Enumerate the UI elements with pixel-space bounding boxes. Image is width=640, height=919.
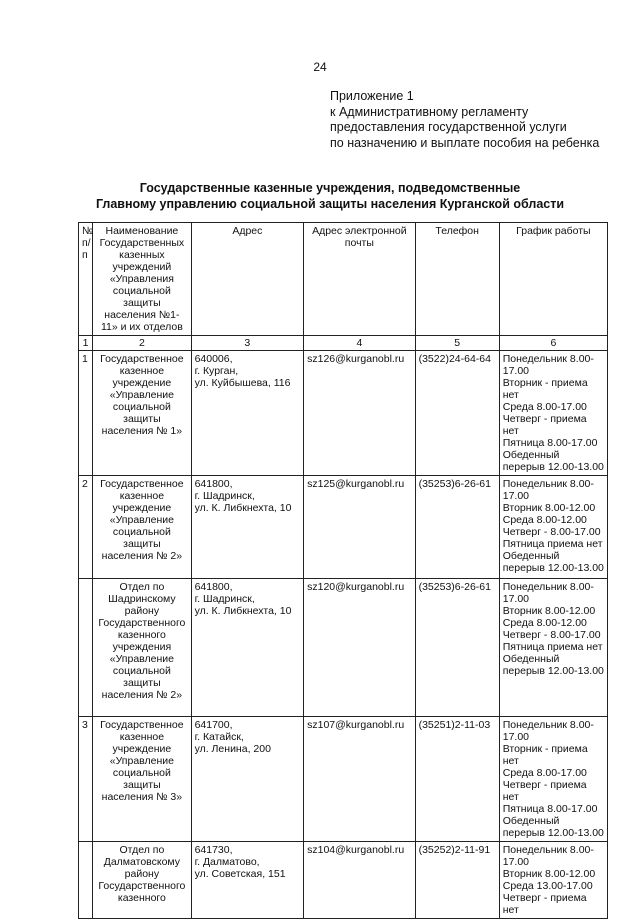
- address-line: ул. Куйбышева, 116: [194, 377, 291, 389]
- address-cell: [191, 579, 304, 717]
- schedule-cell: [499, 476, 607, 579]
- schedule-line: Пятница 8.00-17.00: [502, 803, 598, 815]
- schedule-line: Обеденный перерыв 12.00-13.00: [502, 550, 604, 574]
- schedule-line: Понедельник 8.00-17.00: [502, 581, 594, 605]
- row-number: 2: [79, 476, 93, 579]
- phone-cell: (35253)6-26-61: [415, 476, 499, 579]
- schedule-line: Вторник 8.00-12.00: [502, 868, 596, 880]
- appendix-line-4: по назначению и выплате пособия на ребенка: [330, 135, 600, 150]
- row-number: [79, 579, 93, 717]
- table-row: [79, 351, 608, 476]
- schedule-line: Вторник - приема нет: [502, 743, 588, 767]
- col-number: 5: [415, 336, 499, 351]
- schedule-line: Среда 8.00-17.00: [502, 767, 587, 779]
- schedule-line: Обеденный перерыв 12.00-13.00: [502, 449, 604, 473]
- schedule-line: Четверг - приема нет: [502, 892, 587, 916]
- header-name: Наименование Государственных казенных учреждений «Управления социальной защиты населения №1-11» и их отделов: [93, 223, 191, 336]
- table-row: [79, 579, 608, 717]
- schedule-cell: [499, 842, 607, 919]
- col-number: 4: [304, 336, 415, 351]
- appendix-line-3: предоставления государственной услуги: [330, 120, 567, 134]
- title-line-1: Государственные казенные учреждения, подведомственные: [139, 181, 521, 195]
- schedule-line: Вторник 8.00-12.00: [502, 502, 596, 514]
- col-number: 6: [499, 336, 607, 351]
- schedule-line: Понедельник 8.00-17.00: [502, 719, 594, 743]
- address-line: 641800,: [194, 581, 233, 593]
- schedule-line: Четверг - приема нет: [502, 779, 587, 803]
- schedule-line: Пятница 8.00-17.00: [502, 437, 598, 449]
- institution-name: Отдел по Шадринскому району Государственного казенного учреждения «Управление социальной защиты населения № 2»: [93, 579, 191, 717]
- schedule-line: Среда 8.00-17.00: [502, 401, 587, 413]
- schedule-line: Среда 8.00-12.00: [502, 514, 587, 526]
- email-cell: sz107@kurganobl.ru: [304, 717, 415, 842]
- schedule-line: Пятница приема нет: [502, 538, 603, 550]
- schedule-line: Четверг - 8.00-17.00: [502, 629, 601, 641]
- address-cell: [191, 717, 304, 842]
- schedule-line: Вторник - приема нет: [502, 377, 588, 401]
- address-line: ул. К. Либкнехта, 10: [194, 605, 292, 617]
- address-line: ул. К. Либкнехта, 10: [194, 502, 292, 514]
- institution-name: Государственное казенное учреждение «Управление социальной защиты населения № 3»: [93, 717, 191, 842]
- address-line: г. Шадринск,: [194, 490, 255, 502]
- col-number: 3: [191, 336, 304, 351]
- address-cell: [191, 842, 304, 919]
- schedule-line: Понедельник 8.00-17.00: [502, 478, 594, 502]
- header-num: № п/ п: [79, 223, 93, 336]
- title-line-2: Главному управлению социальной защиты населения Курганской области: [95, 197, 565, 211]
- schedule-line: Среда 13.00-17.00: [502, 880, 593, 892]
- schedule-line: Пятница приема нет: [502, 641, 603, 653]
- address-cell: [191, 351, 304, 476]
- schedule-line: Обеденный перерыв 12.00-13.00: [502, 653, 604, 677]
- col-number: 1: [79, 336, 93, 351]
- email-cell: sz120@kurganobl.ru: [304, 579, 415, 717]
- address-line: 640006,: [194, 353, 233, 365]
- email-cell: sz126@kurganobl.ru: [304, 351, 415, 476]
- institution-name: Отдел по Далматовскому району Государственного казенного: [93, 842, 191, 919]
- address-line: ул. Ленина, 200: [194, 743, 271, 755]
- schedule-line: Обеденный перерыв 12.00-13.00: [502, 815, 604, 839]
- institutions-table: [78, 222, 608, 919]
- address-line: г. Шадринск,: [194, 593, 255, 605]
- table-row: [79, 842, 608, 919]
- schedule-line: Четверг - приема нет: [502, 413, 587, 437]
- address-line: г. Катайск,: [194, 731, 244, 743]
- phone-cell: (35252)2-11-91: [415, 842, 499, 919]
- phone-cell: (3522)24-64-64: [415, 351, 499, 476]
- col-number: 2: [93, 336, 191, 351]
- schedule-cell: [499, 717, 607, 842]
- appendix-header: [330, 89, 599, 151]
- email-cell: sz125@kurganobl.ru: [304, 476, 415, 579]
- address-line: 641730,: [194, 844, 233, 856]
- schedule-line: Понедельник 8.00-17.00: [502, 353, 594, 377]
- table-row: [79, 476, 608, 579]
- address-line: 641800,: [194, 478, 233, 490]
- schedule-line: Четверг - 8.00-17.00: [502, 526, 601, 538]
- address-line: ул. Советская, 151: [194, 868, 286, 880]
- column-number-row: [79, 336, 608, 351]
- row-number: 3: [79, 717, 93, 842]
- schedule-cell: [499, 351, 607, 476]
- header-phone: Телефон: [415, 223, 499, 336]
- institution-name: Государственное казенное учреждение «Управление социальной защиты населения № 1»: [93, 351, 191, 476]
- appendix-line-2: к Административному регламенту: [330, 104, 529, 119]
- phone-cell: (35253)6-26-61: [415, 579, 499, 717]
- address-line: г. Курган,: [194, 365, 239, 377]
- address-line: г. Далматово,: [194, 856, 260, 868]
- schedule-line: Среда 8.00-12.00: [502, 617, 587, 629]
- header-schedule: График работы: [499, 223, 607, 336]
- phone-cell: (35251)2-11-03: [415, 717, 499, 842]
- header-email: Адрес электронной почты: [304, 223, 415, 336]
- page-number: 24: [313, 60, 327, 74]
- row-number: 1: [79, 351, 93, 476]
- address-cell: [191, 476, 304, 579]
- row-number: [79, 842, 93, 919]
- email-cell: sz104@kurganobl.ru: [304, 842, 415, 919]
- document-title: [60, 180, 600, 212]
- appendix-line-1: Приложение 1: [330, 89, 414, 103]
- table-row: [79, 717, 608, 842]
- schedule-cell: [499, 579, 607, 717]
- schedule-line: Вторник 8.00-12.00: [502, 605, 596, 617]
- address-line: 641700,: [194, 719, 233, 731]
- schedule-line: Понедельник 8.00-17.00: [502, 844, 594, 868]
- table-header-row: [79, 223, 608, 336]
- institution-name: Государственное казенное учреждение «Управление социальной защиты населения № 2»: [93, 476, 191, 579]
- header-address: Адрес: [191, 223, 304, 336]
